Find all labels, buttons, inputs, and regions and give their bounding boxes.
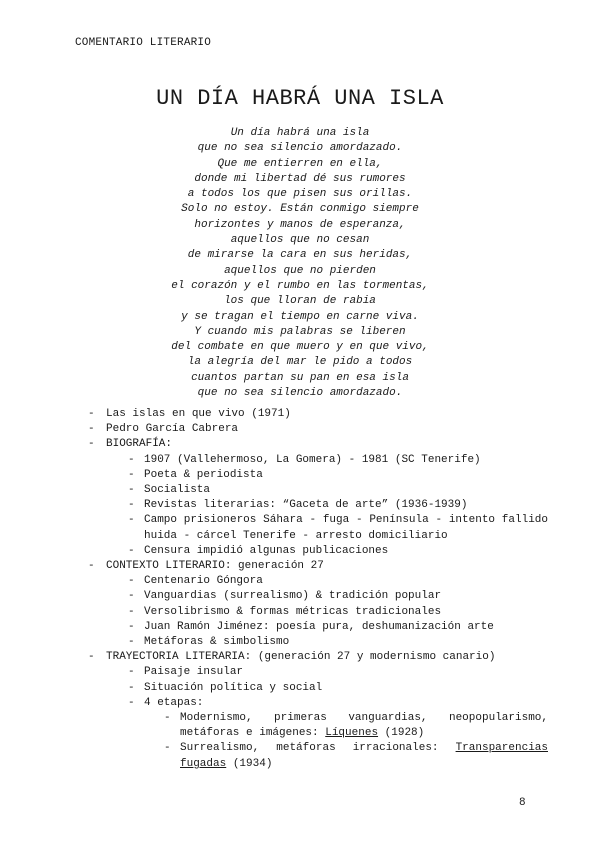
poem-line: Un día habrá una isla — [230, 127, 370, 139]
poem — [0, 126, 600, 401]
sub-item-text: Campo prisioneros Sáhara - fuga - Península - intento fallido huida - cárcel Tenerife - arresto domiciliario — [144, 514, 548, 542]
bullet-dash: - — [88, 651, 95, 664]
poem-line: Que me entierren en ella, — [217, 157, 383, 170]
sub-item-text: Metáforas & simbolismo — [144, 636, 290, 649]
outline-list — [88, 407, 548, 772]
list-item-autor — [88, 422, 548, 437]
page-number: 8 — [519, 797, 526, 809]
sub-item-text: Vanguardias (surrealismo) & tradición popular — [144, 590, 442, 603]
work-year: (1928) — [378, 727, 425, 740]
bullet-dash: - — [128, 620, 135, 633]
sub-item — [88, 453, 548, 468]
poem-line: aquellos que no cesan — [230, 234, 370, 247]
etapa-text: Modernismo, primeras vanguardias, neopopularismo, metáforas e imágenes: — [180, 712, 548, 740]
sub-item — [88, 483, 548, 498]
poem-line: cuantos partan su pan en esa isla — [191, 371, 409, 384]
sub-item-text: Revistas literarias: “Gaceta de arte” (1936-1939) — [144, 499, 468, 512]
bullet-dash: - — [128, 468, 135, 481]
work-title: Líquenes — [325, 727, 379, 740]
sub-item — [88, 498, 548, 513]
sub-item-text: Socialista — [144, 484, 211, 497]
bullet-dash: - — [164, 712, 171, 725]
sub-item — [88, 574, 548, 589]
document-header: COMENTARIO LITERARIO — [75, 37, 212, 49]
list-item-text: Pedro García Cabrera — [106, 423, 239, 436]
sub-item-text: Censura impidió algunas publicaciones — [144, 544, 389, 557]
sub-item — [88, 589, 548, 604]
sub-item — [88, 605, 548, 620]
sub-item — [88, 468, 548, 483]
sub-item — [88, 665, 548, 680]
section-heading: CONTEXTO LITERARIO: generación 27 — [106, 560, 324, 573]
list-item-text: Las islas en que vivo (1971) — [106, 408, 291, 420]
bullet-dash: - — [128, 696, 135, 709]
sub-sub-item — [88, 741, 548, 771]
poem-line: y se tragan el tiempo en carne viva. — [181, 310, 419, 323]
sub-sub-item — [88, 711, 548, 741]
poem-line: que no sea silencio amordazado. — [197, 142, 403, 155]
list-item-contexto — [88, 559, 548, 574]
bullet-dash: - — [128, 636, 135, 649]
sub-item-text: Situación política y social — [144, 681, 323, 694]
bullet-dash: - — [128, 681, 135, 694]
bullet-dash: - — [88, 560, 95, 573]
sub-item — [88, 513, 548, 543]
poem-line: donde mi libertad dé sus rumores — [194, 172, 406, 185]
work-year: (1934) — [226, 757, 273, 770]
poem-line: el corazón y el rumbo en las tormentas, — [171, 279, 429, 292]
sub-item — [88, 544, 548, 559]
sub-item — [88, 635, 548, 650]
sub-item-text: Versolibrismo & formas métricas tradicionales — [144, 605, 442, 618]
list-item-biografia — [88, 437, 548, 452]
poem-line: a todos los que pisen sus orillas. — [187, 188, 413, 201]
poem-line: de mirarse la cara en sus heridas, — [187, 249, 413, 262]
sub-item-text: Poeta & periodista — [144, 468, 263, 481]
poem-line: los que lloran de rabia — [224, 295, 376, 308]
list-item-trayectoria — [88, 650, 548, 665]
document-title: UN DÍA HABRÁ UNA ISLA — [156, 86, 444, 111]
poem-line: que no sea silencio amordazado. — [197, 387, 403, 400]
bullet-dash: - — [128, 605, 135, 618]
poem-line: aquellos que no pierden — [224, 264, 376, 277]
section-heading: TRAYECTORIA LITERARIA: (generación 27 y modernismo canario) — [106, 651, 496, 664]
poem-line: Solo no estoy. Están conmigo siempre — [181, 203, 419, 216]
poem-line: horizontes y manos de esperanza, — [194, 218, 406, 231]
sub-item — [88, 681, 548, 696]
bullet-dash: - — [128, 575, 135, 588]
sub-item-text: Juan Ramón Jiménez: poesía pura, deshumanización arte — [144, 620, 494, 633]
sub-item-text: 1907 (Vallehermoso, La Gomera) - 1981 (SC Tenerife) — [144, 453, 481, 466]
list-item-islas — [88, 407, 548, 422]
section-heading: BIOGRAFÍA: — [106, 438, 173, 451]
bullet-dash: - — [164, 742, 171, 755]
bullet-dash: - — [128, 666, 135, 679]
poem-line: la alegría del mar le pido a todos — [187, 356, 413, 369]
bullet-dash: - — [128, 484, 135, 497]
bullet-dash: - — [88, 438, 95, 451]
bullet-dash: - — [88, 408, 95, 420]
sub-item-text: Paisaje insular — [144, 666, 244, 679]
bullet-dash: - — [128, 514, 135, 527]
sub-item-text: Centenario Góngora — [144, 575, 263, 588]
poem-line: Y cuando mis palabras se liberen — [194, 325, 406, 338]
work-title: Transparencias fugadas — [180, 742, 548, 770]
bullet-dash: - — [128, 453, 135, 466]
bullet-dash: - — [128, 590, 135, 603]
etapa-text: Surrealismo, metáforas irracionales: — [180, 742, 456, 755]
bullet-dash: - — [88, 423, 95, 436]
sub-item — [88, 696, 548, 711]
sub-item — [88, 620, 548, 635]
bullet-dash: - — [128, 499, 135, 512]
sub-item-text: 4 etapas: — [144, 696, 204, 709]
poem-line: del combate en que muero y en que vivo, — [171, 341, 429, 354]
bullet-dash: - — [128, 544, 135, 557]
